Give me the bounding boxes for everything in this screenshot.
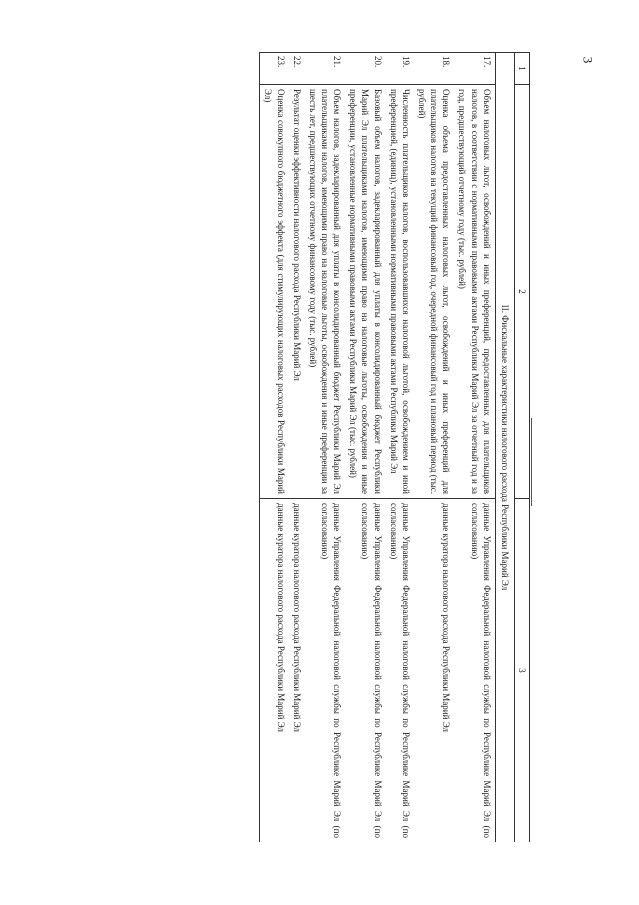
- row-indicator: Оценка объема предоставленных налоговых льгот, освобождений и иных преференций для плательщиков налогов на текущий финансовый год, очередной финансовый год и плановый период (тыс. рублей): [414, 85, 454, 499]
- row-indicator: Объем налогов, задекларированный для уплаты в консолидированный бюджет Республики Марий Эл плательщиками налогов, имеющими право на налоговые льготы, освобождения и иные преференции за шесть лет, предшествующих отчетному финансовому году (тыс. рублей): [305, 85, 345, 499]
- table-row: [414, 53, 454, 843]
- row-number: 18.: [414, 53, 454, 85]
- row-indicator: Оценка совокупного бюджетного эффекта (для стимулирующих налоговых расходов Республики Марий Эл): [260, 85, 289, 499]
- row-number: 19.: [386, 53, 414, 85]
- row-indicator: Результат оценки эффективности налогового расхода Республики Марий Эл: [289, 85, 305, 499]
- section-title-row: [495, 53, 514, 843]
- row-number: 22.: [289, 53, 305, 85]
- table-row: [386, 53, 414, 843]
- row-indicator: Численность плательщиков налогов, воспользовавшихся налоговой льготой, освобождением и иной преференцией, (единиц), установленными нормативными правовыми актами Республики Марий Эл: [386, 85, 414, 499]
- row-indicator: Объем налоговых льгот, освобождений и иных преференций, предоставленных для плательщиков налогов, в соответствии с нормативными правовыми актами Республики Марий Эл за отчетный год и за год, предшествующий отчетному году (тыс. рублей): [454, 85, 495, 499]
- section-title: II. Фискальные характеристики налогового расхода Республики Марий Эл: [495, 53, 514, 843]
- column-number-2: 2: [514, 85, 529, 499]
- row-source: данные Управления Федеральной налоговой службы по Республике Марий Эл (по согласованию): [345, 499, 385, 843]
- row-indicator: Базовый объем налогов, задекларированный для уплаты в консолидированный бюджет Республики Марий Эл плательщиками налогов, имеющими право на налоговые льготы, освобождения и иные преференции, установленные нормативными правовыми актами Республики Марий Эл (тыс. рублей): [345, 85, 385, 499]
- row-number: 20.: [345, 53, 385, 85]
- fiscal-characteristics-table: [259, 52, 530, 842]
- page-number: 3: [580, 56, 596, 64]
- table-row: [345, 53, 385, 843]
- separator-line: [531, 418, 532, 506]
- row-source: данные куратора налогового расхода Республики Марий Эл: [260, 499, 289, 843]
- rotated-sheet: [110, 52, 530, 842]
- column-number-3: 3: [514, 499, 529, 843]
- row-number: 23.: [260, 53, 289, 85]
- row-number: 17.: [454, 53, 495, 85]
- table-container: [110, 52, 530, 842]
- table-row: [305, 53, 345, 843]
- row-source: данные куратора налогового расхода Республики Марий Эл: [414, 499, 454, 843]
- table-row: [289, 53, 305, 843]
- row-source: данные Управления Федеральной налоговой службы по Республике Марий Эл (по согласованию): [386, 499, 414, 843]
- row-source: данные Управления Федеральной налоговой службы по Республике Марий Эл (по согласованию): [305, 499, 345, 843]
- row-source: данные куратора налогового расхода Республики Марий Эл: [289, 499, 305, 843]
- row-source: данные Управления Федеральной налоговой службы по Республике Марий Эл (по согласованию): [454, 499, 495, 843]
- column-number-row: [514, 53, 529, 843]
- column-number-1: 1: [514, 53, 529, 85]
- row-number: 21.: [305, 53, 345, 85]
- table-row: [454, 53, 495, 843]
- table-row: [260, 53, 289, 843]
